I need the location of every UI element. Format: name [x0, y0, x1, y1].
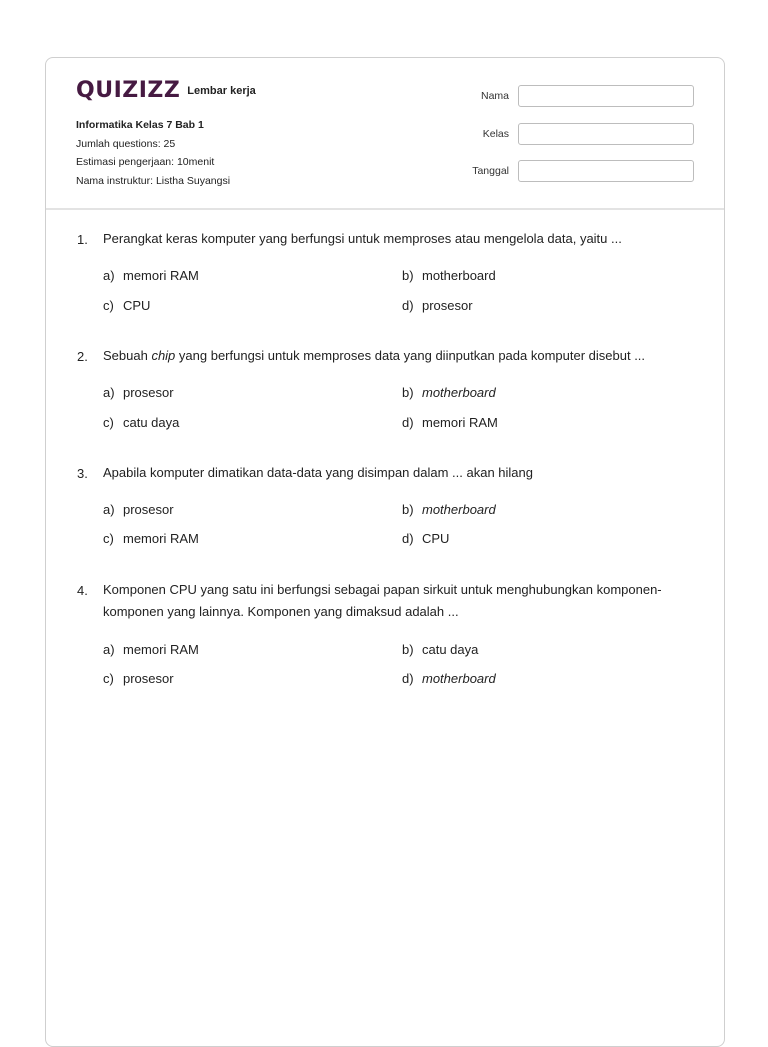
worksheet-header — [46, 58, 724, 210]
class-field[interactable] — [518, 123, 694, 145]
question-text-part: yang berfungsi untuk memproses data yang diinputkan pada komputer disebut ... — [175, 348, 646, 363]
option-text: motherboard — [422, 502, 496, 517]
logo — [76, 78, 256, 103]
option-letter: a) — [103, 268, 115, 283]
option-letter: b) — [402, 502, 414, 517]
worksheet-label: Lembar kerja — [187, 84, 256, 97]
option-text: CPU — [123, 298, 151, 313]
option-d — [402, 415, 498, 430]
question-text-italic: chip — [151, 348, 176, 363]
date-field[interactable] — [518, 160, 694, 182]
quizizz-logo: QUIZIZZ — [76, 78, 181, 103]
question-text: Apabila komputer dimatikan data-data yang disimpan dalam ... akan hilang — [103, 465, 533, 480]
question-text — [103, 579, 683, 623]
option-text: memori RAM — [123, 531, 199, 546]
option-c — [103, 298, 150, 313]
option-b — [402, 502, 496, 517]
option-text: motherboard — [422, 268, 496, 283]
option-a — [103, 642, 199, 657]
question-number: 4. — [77, 583, 88, 598]
question-number: 1. — [77, 232, 88, 247]
option-letter: c) — [103, 671, 114, 686]
question-number: 2. — [77, 349, 88, 364]
option-letter: b) — [402, 268, 414, 283]
option-letter: a) — [103, 502, 115, 517]
option-letter: b) — [402, 642, 414, 657]
option-text: motherboard — [422, 385, 496, 400]
option-a — [103, 385, 174, 400]
option-b — [402, 268, 496, 283]
option-text: prosesor — [422, 298, 473, 313]
option-c — [103, 531, 199, 546]
name-field-row — [434, 84, 694, 108]
date-field-row — [434, 159, 694, 183]
worksheet — [45, 57, 725, 1047]
worksheet-meta — [76, 116, 230, 190]
option-d — [402, 531, 449, 546]
question-number: 3. — [77, 466, 88, 481]
question-text-line: Komponen CPU yang satu ini berfungsi sebagai papan sirkuit untuk menghubungkan komponen- — [103, 582, 662, 597]
class-field-row — [434, 122, 694, 146]
option-c — [103, 671, 174, 686]
option-a — [103, 502, 174, 517]
option-letter: a) — [103, 642, 115, 657]
option-letter: d) — [402, 415, 414, 430]
option-letter: c) — [103, 415, 114, 430]
option-letter: d) — [402, 531, 414, 546]
option-letter: b) — [402, 385, 414, 400]
instructor-name: Nama instruktur: Listha Suyangsi — [76, 174, 231, 187]
option-text: prosesor — [123, 502, 174, 517]
class-label: Kelas — [482, 127, 509, 140]
question-text — [103, 345, 683, 367]
option-b — [402, 385, 496, 400]
option-text: prosesor — [123, 671, 174, 686]
option-letter: c) — [103, 298, 114, 313]
date-label: Tanggal — [472, 165, 509, 177]
option-text: memori RAM — [123, 268, 199, 283]
option-text: prosesor — [123, 385, 174, 400]
option-letter: a) — [103, 385, 115, 400]
option-letter: c) — [103, 531, 114, 546]
option-letter: d) — [402, 671, 414, 686]
option-c — [103, 415, 179, 430]
name-field[interactable] — [518, 85, 694, 107]
option-text: motherboard — [422, 671, 496, 686]
option-d — [402, 671, 496, 686]
question-text-line: komponen yang lainnya. Komponen yang dimaksud adalah ... — [103, 604, 459, 619]
option-text: memori RAM — [123, 642, 199, 657]
option-text: catu daya — [422, 642, 479, 657]
question-count: Jumlah questions: 25 — [76, 137, 176, 150]
student-fields — [434, 84, 694, 197]
question-text-part: Sebuah — [103, 348, 152, 363]
option-b — [402, 642, 478, 657]
question-text: Perangkat keras komputer yang berfungsi untuk memproses atau mengelola data, yaitu ... — [103, 231, 622, 246]
option-text: catu daya — [123, 415, 180, 430]
option-letter: d) — [402, 298, 414, 313]
option-text: memori RAM — [422, 415, 498, 430]
time-estimate: Estimasi pengerjaan: 10menit — [76, 156, 215, 168]
name-label: Nama — [480, 90, 509, 102]
option-d — [402, 298, 473, 313]
worksheet-title: Informatika Kelas 7 Bab 1 — [76, 119, 204, 131]
option-text: CPU — [422, 531, 450, 546]
option-a — [103, 268, 199, 283]
